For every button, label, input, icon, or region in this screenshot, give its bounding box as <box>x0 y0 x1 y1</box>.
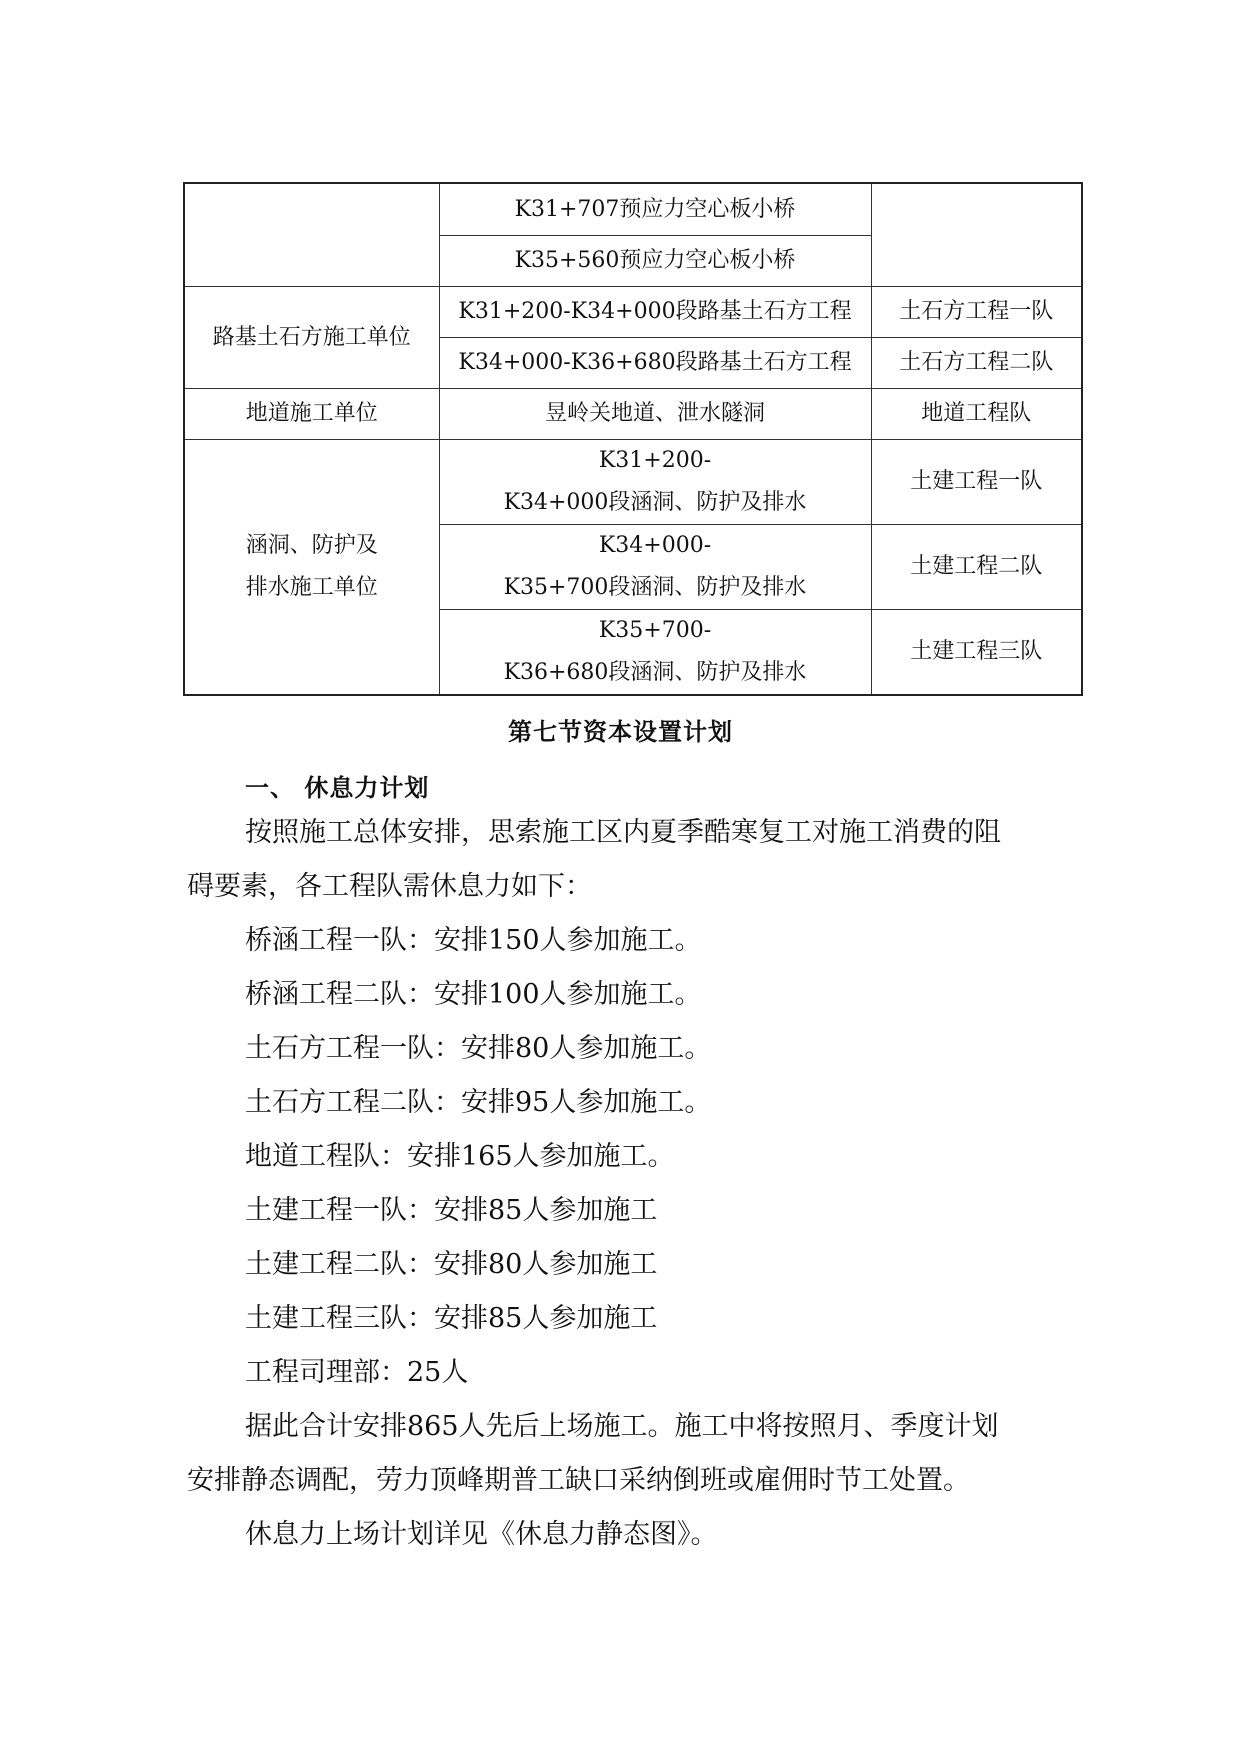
table-cell-team: 土建工程一队 <box>871 440 1082 525</box>
table-cell <box>439 525 871 610</box>
table-cell <box>439 610 871 696</box>
table-row <box>184 440 1082 525</box>
unit-line-2: 排水施工单位 <box>245 575 378 600</box>
team-line: 土建工程一队：安排85人参加施工 <box>245 1195 658 1226</box>
cell-line-2: K36+680段涵洞、防护及排水 <box>503 660 807 685</box>
table-cell-team: 土石方工程二队 <box>871 338 1082 389</box>
cell-line-2: K34+000段涵洞、防护及排水 <box>503 490 807 515</box>
construction-units-table <box>183 182 1083 696</box>
table-row <box>184 389 1082 440</box>
team-line: 土石方工程二队：安排95人参加施工。 <box>245 1087 712 1118</box>
table-row <box>184 183 1082 236</box>
table-cell-unit <box>184 440 439 696</box>
summary-line-1: 据此合计安排865人先后上场施工。施工中将按照月、季度计划 <box>245 1411 999 1442</box>
table-cell-team: 土建工程三队 <box>871 610 1082 696</box>
intro-line-1: 按照施工总体安排，思索施工区内夏季酷寒复工对施工消费的阻 <box>245 817 1001 848</box>
team-line: 土建工程二队：安排80人参加施工 <box>245 1249 658 1280</box>
team-line: 土建工程三队：安排85人参加施工 <box>245 1303 658 1334</box>
team-line: 土石方工程一队：安排80人参加施工。 <box>245 1033 712 1064</box>
table-cell: 昱岭关地道、泄水隧洞 <box>439 389 871 440</box>
table-cell-empty <box>871 183 1082 287</box>
sub-title: 一、 休息力计划 <box>245 774 430 802</box>
table-cell: K31+200-K34+000段路基土石方工程 <box>439 287 871 338</box>
cell-line-2: K35+700段涵洞、防护及排水 <box>503 575 807 600</box>
table-cell-empty <box>184 183 439 287</box>
table-row <box>184 287 1082 338</box>
summary-line-2: 安排静态调配，劳力顶峰期普工缺口采纳倒班或雇佣时节工处置。 <box>187 1465 970 1496</box>
team-line: 桥涵工程二队：安排100人参加施工。 <box>245 979 702 1010</box>
team-line: 桥涵工程一队：安排150人参加施工。 <box>245 925 702 956</box>
team-line: 地道工程队：安排165人参加施工。 <box>245 1141 675 1172</box>
table-cell <box>439 440 871 525</box>
table-cell-team: 土建工程二队 <box>871 525 1082 610</box>
table-cell: K31+707预应力空心板小桥 <box>439 183 871 236</box>
intro-line-2: 碍要素，各工程队需休息力如下： <box>187 871 592 902</box>
team-line: 工程司理部：25人 <box>245 1357 469 1388</box>
cell-line-1: K35+700- <box>598 618 712 643</box>
table-cell-team: 土石方工程一队 <box>871 287 1082 338</box>
table-cell: K35+560预应力空心板小桥 <box>439 236 871 287</box>
closing-line: 休息力上场计划详见《休息力静态图》。 <box>245 1519 718 1550</box>
cell-line-1: K34+000- <box>598 533 712 558</box>
unit-line-1: 涵洞、防护及 <box>245 533 378 558</box>
table-cell-team: 地道工程队 <box>871 389 1082 440</box>
table-cell-unit: 地道施工单位 <box>184 389 439 440</box>
table-cell-unit: 路基土石方施工单位 <box>184 287 439 389</box>
table-cell: K34+000-K36+680段路基土石方工程 <box>439 338 871 389</box>
cell-line-1: K31+200- <box>598 448 712 473</box>
section-title: 第七节资本设置计划 <box>508 718 733 746</box>
